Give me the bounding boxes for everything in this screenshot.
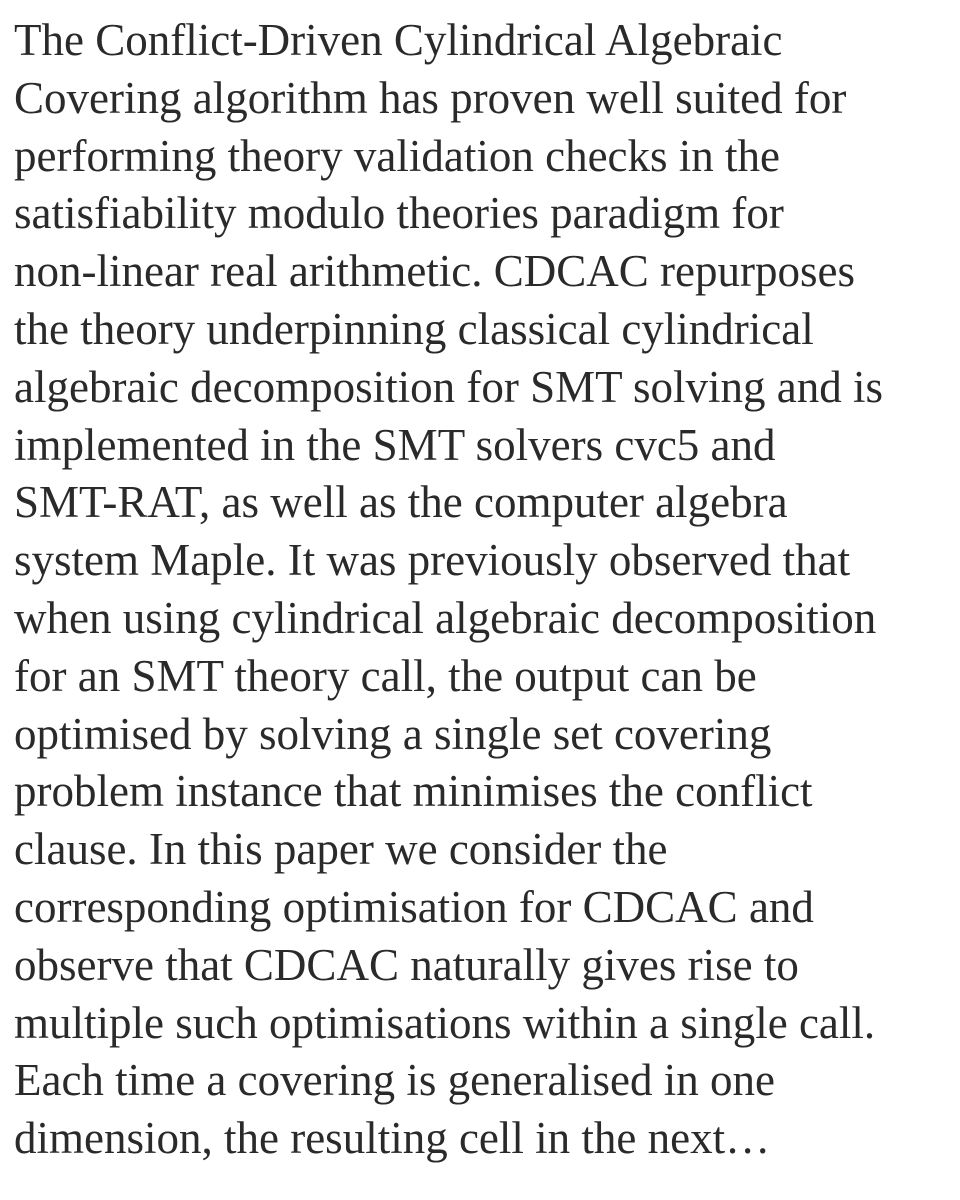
abstract-line: non-linear real arithmetic. CDCAC repurposes — [14, 246, 856, 297]
abstract-line: Each time a covering is generalised in one — [14, 1055, 775, 1106]
abstract-line: multiple such optimisations within a single call. — [14, 997, 876, 1048]
abstract-text — [14, 12, 954, 1168]
abstract-line: SMT-RAT, as well as the computer algebra — [14, 477, 788, 528]
abstract-line: dimension, the resulting cell in the next… — [14, 1113, 771, 1164]
abstract-line: problem instance that minimises the conflict — [14, 766, 813, 817]
abstract-line: optimised by solving a single set covering — [14, 708, 772, 759]
abstract-line: clause. In this paper we consider the — [14, 824, 668, 875]
abstract-line: The Conflict-Driven Cylindrical Algebraic — [14, 15, 783, 65]
abstract-line: performing theory validation checks in the — [14, 130, 781, 181]
abstract-line: system Maple. It was previously observed that — [14, 535, 851, 586]
abstract-line: observe that CDCAC naturally gives rise to — [14, 939, 799, 990]
abstract-line: when using cylindrical algebraic decomposition — [14, 592, 877, 643]
abstract-line: corresponding optimisation for CDCAC and — [14, 881, 814, 932]
abstract-line: algebraic decomposition for SMT solving and is — [14, 361, 884, 412]
abstract-line: satisfiability modulo theories paradigm for — [14, 188, 784, 239]
abstract-line: for an SMT theory call, the output can be — [14, 650, 757, 701]
abstract-line: the theory underpinning classical cylindrical — [14, 303, 814, 354]
abstract-line: implemented in the SMT solvers cvc5 and — [14, 419, 776, 470]
abstract-line: Covering algorithm has proven well suited for — [14, 72, 847, 123]
